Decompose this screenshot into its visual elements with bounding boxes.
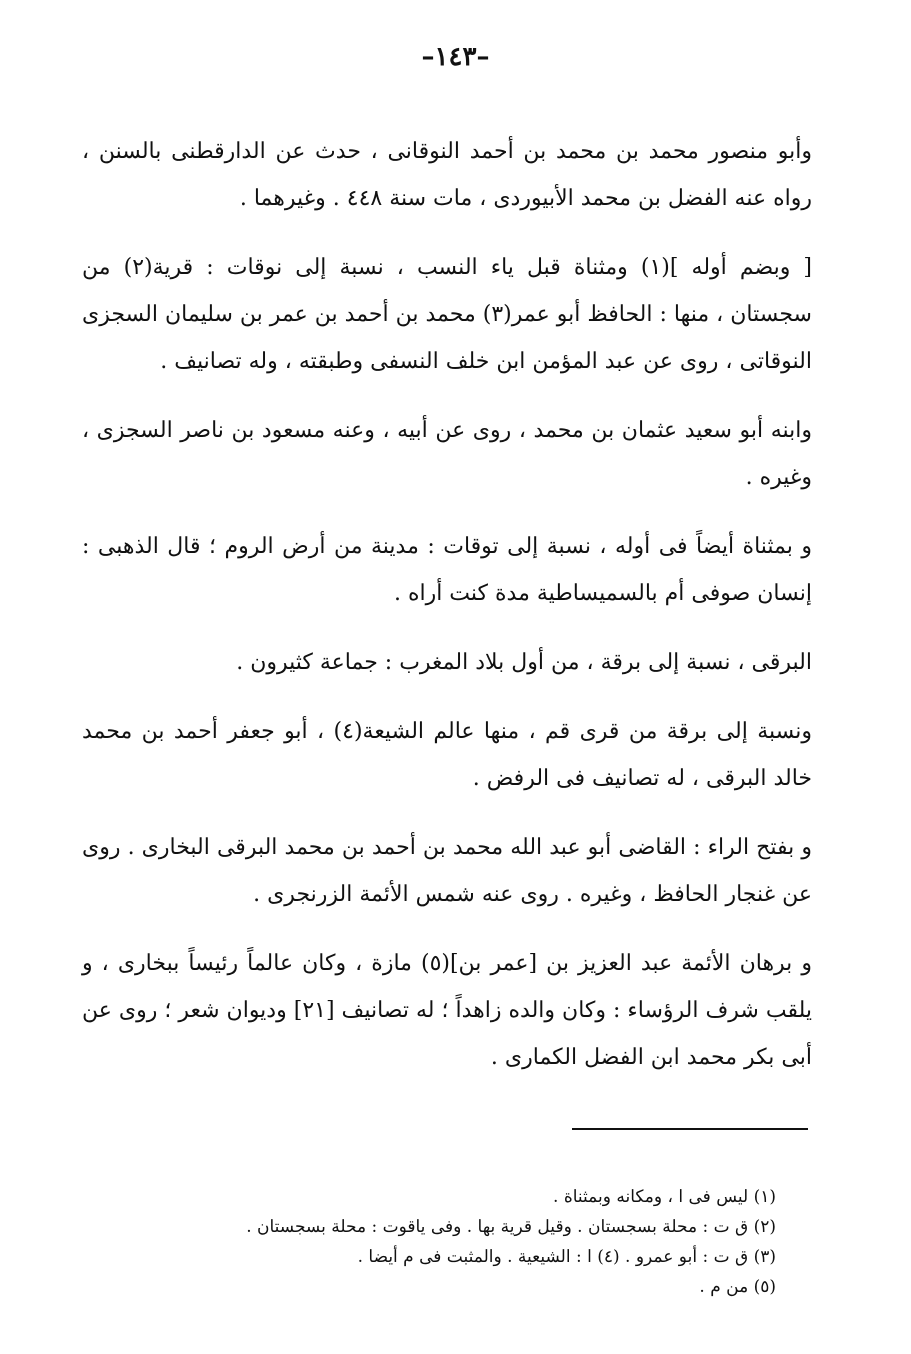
paragraph-7: و بفتح الراء : القاضى أبو عبد الله محمد بن أحمد بن محمد البرقى البخارى . روى عن غنجار الحافظ ، وغيره . روى عنه شمس الأئمة الزرنجرى . — [82, 835, 812, 907]
footnotes — [160, 1182, 776, 1302]
page-number: –١٤٣– — [421, 42, 490, 72]
paragraph-5: البرقى ، نسبة إلى برقة ، من أول بلاد المغرب : جماعة كثيرون . — [236, 650, 812, 675]
paragraph-4: و بمثناة أيضاً فى أوله ، نسبة إلى توقات : مدينة من أرض الروم ؛ قال الذهبى : إنسان صوفى أم بالسميساطية مدة كنت أراه . — [82, 534, 812, 606]
footnote-1: (١) ليس فى ا ، ومكانه وبمثناة . — [553, 1187, 776, 1207]
main-text — [82, 128, 812, 1081]
footnote-5: (٥) من م . — [699, 1277, 776, 1297]
paragraph-3: وابنه أبو سعيد عثمان بن محمد ، روى عن أبيه ، وعنه مسعود بن ناصر السجزى ، وغيره . — [82, 418, 812, 490]
paragraph-2: [ وبضم أوله ](١) ومثناة قبل ياء النسب ، نسبة إلى نوقات : قرية(٢) من سجستان ، منها : الحافظ أبو عمر(٣) محمد بن أحمد بن عمر بن سليمان السجزى النوقاتى ، روى عن عبد المؤمن ابن خلف النسفى وطبقته ، وله تصانيف . — [82, 255, 812, 374]
footnote-3-4: (٣) ق ت : أبو عمرو . (٤) ا : الشيعية . والمثبت فى م أيضا . — [357, 1247, 776, 1267]
footnote-divider — [572, 1128, 808, 1130]
paragraph-8: و برهان الأئمة عبد العزيز بن [عمر بن](٥) مازة ، وكان عالماً رئيساً ببخارى ، و يلقب شرف الرؤساء : وكان والده زاهداً ؛ له تصانيف [٢١] وديوان شعر ؛ روى عن أبى بكر محمد ابن الفضل الكمارى . — [82, 951, 813, 1070]
footnote-2: (٢) ق ت : محلة بسجستان . وقيل قرية بها . وفى ياقوت : محلة بسجستان . — [246, 1217, 776, 1237]
paragraph-6: ونسبة إلى برقة من قرى قم ، منها عالم الشيعة(٤) ، أبو جعفر أحمد بن محمد خالد البرقى ، له تصانيف فى الرفض . — [82, 719, 812, 791]
paragraph-1: وأبو منصور محمد بن محمد بن أحمد النوقانى ، حدث عن الدارقطنى بالسنن ، رواه عنه الفضل بن محمد الأبيوردى ، مات سنة ٤٤٨ . وغيرهما . — [82, 139, 812, 211]
